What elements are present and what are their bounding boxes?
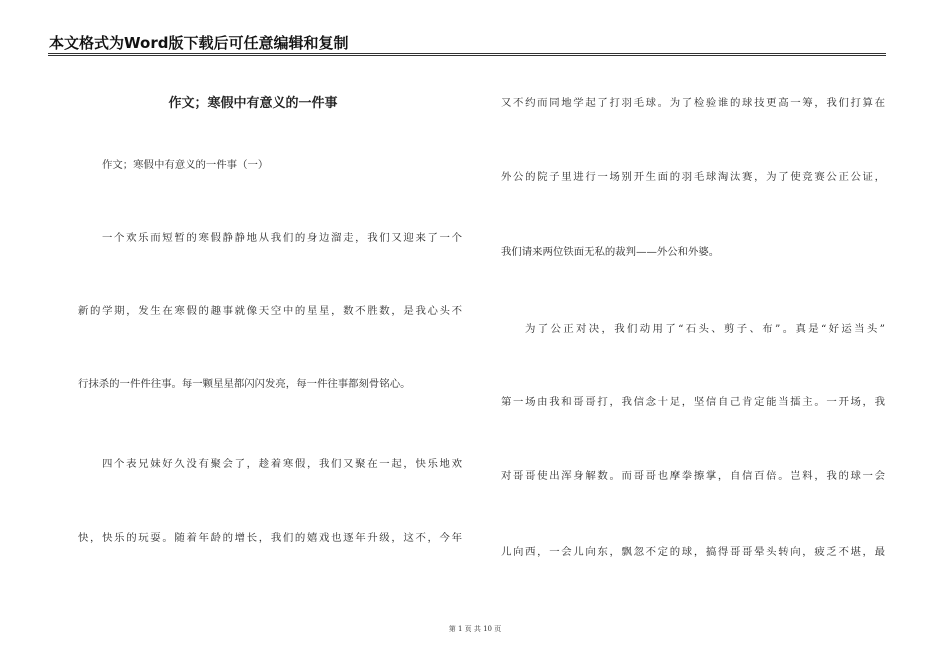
left-line-4: 行抹杀的一件件往事。每一颗星星都闪闪发亮，每一件往事都刻骨铭心。 <box>78 378 411 390</box>
header-rule-bottom <box>48 55 886 56</box>
right-line-4: 为了公正对决，我们动用了“石头、剪子、布”。真是“好运当头” <box>525 323 885 335</box>
document-title: 作文；寒假中有意义的一件事 <box>168 96 338 111</box>
left-line-3: 新的学期，发生在寒假的趣事就像天空中的星星，数不胜数，是我心头不 <box>78 305 462 317</box>
page-number: 第 1 页 共 10 页 <box>448 625 502 633</box>
right-line-3: 我们请来两位铁面无私的裁判——外公和外婆。 <box>501 246 720 258</box>
right-line-1: 又不约而同地学起了打羽毛球。为了检验谁的球技更高一筹，我们打算在 <box>501 97 885 109</box>
document-banner: 本文格式为Word版下载后可任意编辑和复制 <box>49 34 349 52</box>
left-line-6: 快，快乐的玩耍。随着年龄的增长，我们的嬉戏也逐年升级，这不，今年 <box>78 532 462 544</box>
right-line-2: 外公的院子里进行一场别开生面的羽毛球淘汰赛，为了使竞赛公正公证， <box>501 171 885 183</box>
left-line-5: 四个表兄妹好久没有聚会了，趁着寒假，我们又聚在一起，快乐地欢 <box>102 458 462 470</box>
right-line-7: 儿向西，一会儿向东，飘忽不定的球，搞得哥哥晕头转向，疲乏不堪，最 <box>501 546 885 558</box>
left-line-1: 作文；寒假中有意义的一件事（一） <box>102 159 269 171</box>
header-rule-top <box>48 53 886 54</box>
right-line-5: 第一场由我和哥哥打，我信念十足，坚信自己肯定能当擂主。一开场，我 <box>501 396 885 408</box>
right-line-6: 对哥哥使出浑身解数。而哥哥也摩拳擦掌，自信百倍。岂料，我的球一会 <box>501 470 885 482</box>
left-line-2: 一个欢乐而短暂的寒假静静地从我们的身边溜走，我们又迎来了一个 <box>102 232 462 244</box>
